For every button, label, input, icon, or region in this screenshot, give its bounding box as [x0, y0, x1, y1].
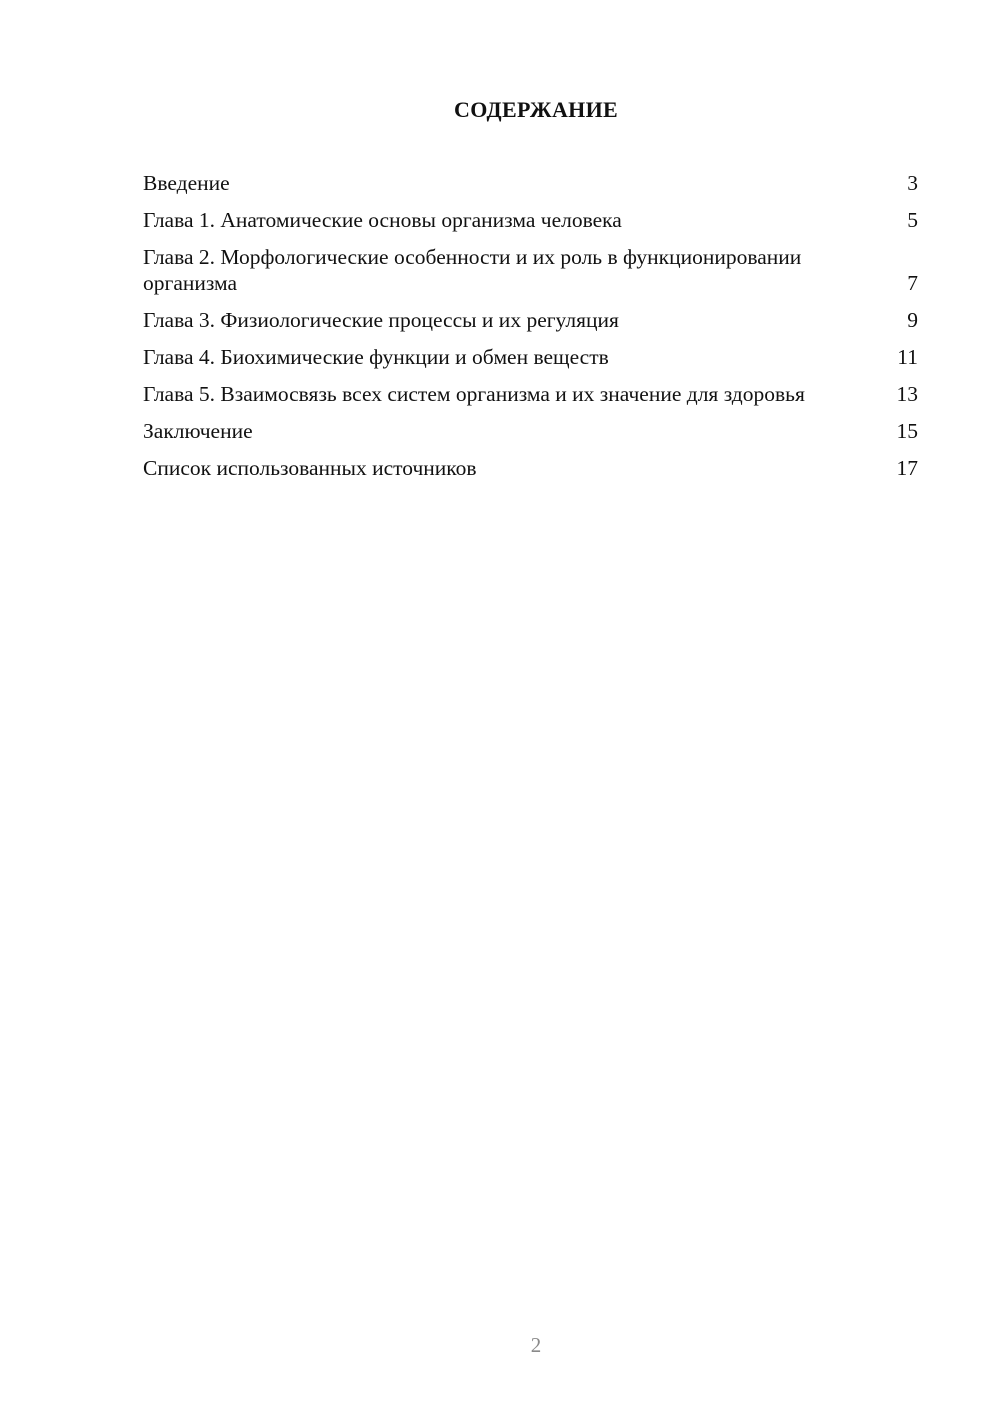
- toc-entry-page: 15: [896, 419, 918, 443]
- page-number: 2: [530, 1333, 542, 1357]
- toc-entry-label: Заключение: [143, 419, 253, 443]
- toc-entry-page: 7: [907, 271, 918, 295]
- toc-entry-page: 9: [907, 308, 918, 332]
- toc-entry-chapter-4: [143, 344, 918, 370]
- toc-entry-chapter-5: [143, 381, 918, 407]
- toc-entry-chapter-2: [143, 244, 918, 296]
- toc-entry-label: Глава 3. Физиологические процессы и их регуляция: [143, 308, 619, 332]
- toc-entry-conclusion: [143, 418, 918, 444]
- table-of-contents: [143, 170, 918, 492]
- toc-entry-chapter-3: [143, 307, 918, 333]
- toc-entry-chapter-1: [143, 207, 918, 233]
- toc-entry-references: [143, 455, 918, 481]
- toc-entry-label: Список использованных источников: [143, 456, 477, 480]
- toc-entry-label: Глава 2. Морфологические особенности и их роль в функционировании организма: [143, 245, 802, 295]
- toc-entry-introduction: [143, 170, 918, 196]
- toc-entry-label: Глава 4. Биохимические функции и обмен веществ: [143, 345, 609, 369]
- toc-entry-page: 5: [907, 208, 918, 232]
- toc-entry-label: Глава 5. Взаимосвязь всех систем организма и их значение для здоровья: [143, 382, 805, 406]
- toc-entry-page: 13: [896, 382, 918, 406]
- page-title: СОДЕРЖАНИЕ: [454, 97, 618, 122]
- toc-entry-label: Глава 1. Анатомические основы организма человека: [143, 208, 622, 232]
- toc-entry-label: Введение: [143, 171, 230, 195]
- toc-entry-page: 11: [897, 345, 918, 369]
- toc-entry-page: 17: [896, 456, 918, 480]
- toc-entry-page: 3: [907, 171, 918, 195]
